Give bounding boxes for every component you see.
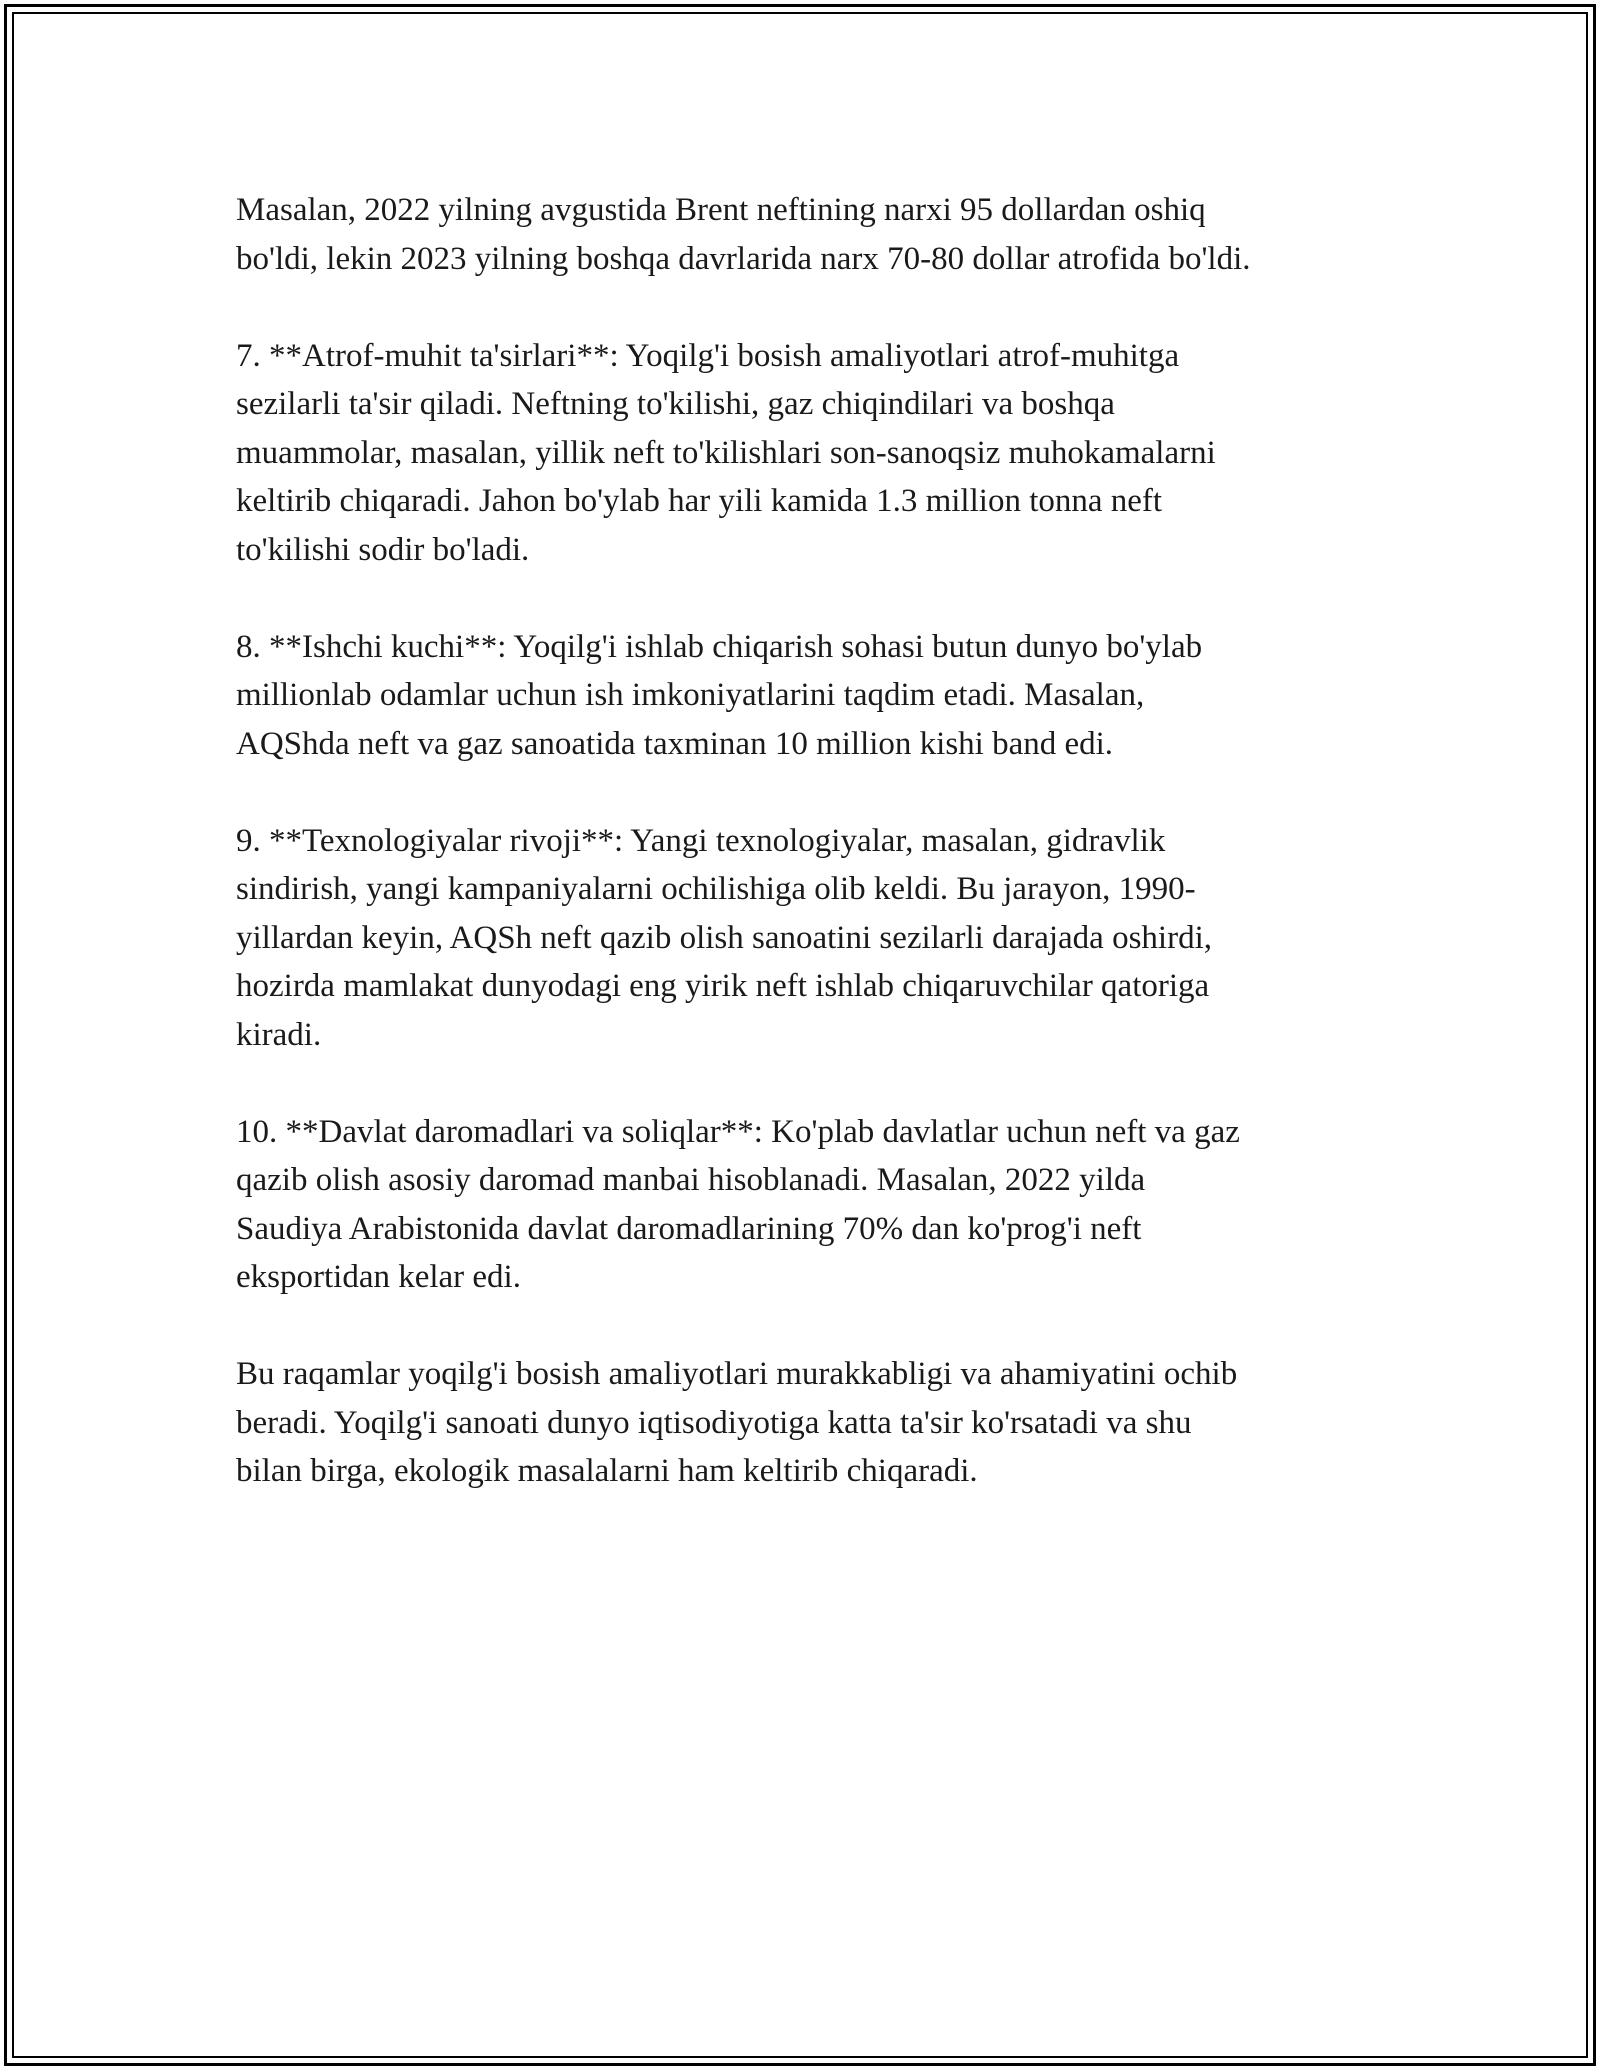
paragraph-technology-development: 9. **Texnologiyalar rivoji**: Yangi texnologiyalar, masalan, gidravlik sindirish, yangi kampaniyalarni ochilishiga olib keldi. Bu jarayon, 1990- yillardan keyin, AQSh neft qazib olish sanoatini sezilarli darajada oshirdi, hozirda mamlakat dunyodagi eng yirik neft ishlab chiqaruvchilar qatoriga kiradi. bbox=[236, 822, 1212, 1053]
document-body bbox=[236, 186, 1376, 1544]
paragraph-environmental-impact: 7. **Atrof-muhit ta'sirlari**: Yoqilg'i bosish amaliyotlari atrof-muhitga sezilarli ta'sir qiladi. Neftning to'kilishi, gaz chiqindilari va boshqa muammolar, masalan, yillik neft to'kilishlari son-sanoqsiz muhokamalarni keltirib chiqaradi. Jahon bo'ylab har yili kamida 1.3 million tonna neft to'kilishi sodir bo'ladi. bbox=[236, 337, 1216, 568]
paragraph-oil-price: Masalan, 2022 yilning avgustida Brent neftining narxi 95 dollardan oshiq bo'ldi, lekin 2023 yilning boshqa davrlarida narx 70-80 dollar atrofida bo'ldi. bbox=[236, 192, 1251, 277]
paragraph-conclusion: Bu raqamlar yoqilg'i bosish amaliyotlari murakkabligi va ahamiyatini ochib beradi. Yoqilg'i sanoati dunyo iqtisodiyotiga katta ta'sir ko'rsatadi va shu bilan birga, ekologik masalalarni ham keltirib chiqaradi. bbox=[236, 1356, 1238, 1489]
paragraph-workforce: 8. **Ishchi kuchi**: Yoqilg'i ishlab chiqarish sohasi butun dunyo bo'ylab millionlab odamlar uchun ish imkoniyatlarini taqdim etadi. Masalan, AQShda neft va gaz sanoatida taxminan 10 million kishi band edi. bbox=[236, 628, 1203, 762]
paragraph-state-revenue-taxes: 10. **Davlat daromadlari va soliqlar**: Ko'plab davlatlar uchun neft va gaz qazib olish asosiy daromad manbai hisoblanadi. Masalan, 2022 yilda Saudiya Arabistonida davlat daromadlarining 70% dan ko'prog'i neft eksportidan kelar edi. bbox=[236, 1113, 1240, 1295]
